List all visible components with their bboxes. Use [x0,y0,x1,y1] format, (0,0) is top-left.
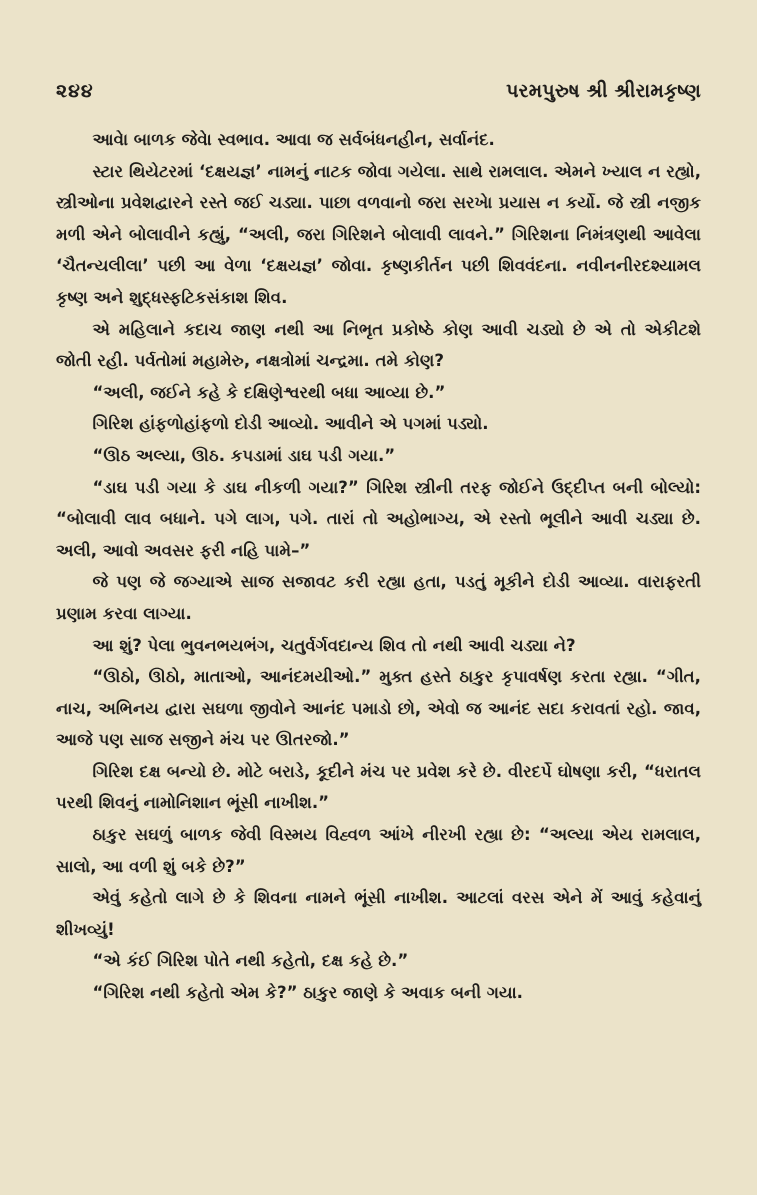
paragraph: આવેા બાળક જેવેા સ્વભાવ. આવા જ સર્વબંધનહીન, સર્વાનંદ. [92,130,495,149]
body-text [56,124,701,1009]
paragraph: “એ કંઈ ગિરિશ પોતે નથી કહેતો, દક્ષ કહે છે.” [92,951,409,971]
paragraph: એવું કહેતો લાગે છે કે શિવના નામને ભૂંસી નાખીશ. આટલાં વરસ એને મેં આવું કહેવાનું શીખવ્યું! [56,888,701,939]
paragraph: જે પણ જે જગ્યાએ સાજ સજાવટ કરી રહ્યા હતા, પડતું મૂકીને દોડી આવ્યા. વારાફરતી પ્રણામ કરવા લાગ્યા. [56,572,701,623]
paragraph: ગિરિશ હાંફળોહાંફળો દોડી આવ્યો. આવીને એ પગમાં પડ્યો. [92,414,489,434]
running-header [56,80,701,108]
paragraph: આ શું? પેલા ભુવનભયભંગ, ચતુર્વર્ગવદાન્ય શિવ તો નથી આવી ચડ્યા ને? [92,635,576,655]
paragraph: ગિરિશ દક્ષ બન્યો છે. મોટે બરાડે, કૂદીને મંચ પર પ્રવેશ કરે છે. વીરદર્પે ઘોષણા કરી, “ધરાતલ પરથી શિવનું નામોનિશાન ભૂંસી નાખીશ.” [56,761,701,813]
paragraph: “ડાઘ પડી ગયા કે ડાઘ નીકળી ગયા?” ગિરિશ સ્ત્રીની તરફ જોઈને ઉદ્દીપ્ત બની બોલ્યો: “બોલાવી લાવ બધાને. પગે લાગ, પગે. તારાં તો અહોભાગ્ય, એ રસ્તો ભૂલીને આવી ચડ્યા છે. અલી, આવો અવસર ફરી નહિ પામે–” [56,477,701,560]
paragraph: “ગિરિશ નથી કહેતો એમ કે?” ઠાકુર જાણે કે અવાક બની ગયા. [92,983,523,1003]
paragraph: ઠાકુર સઘળું બાળક જેવી વિસ્મય વિહ્વળ આંખે નીરખી રહ્યા છે: “અલ્યા એય રામલાલ, સાલો, આ વળી શું બકે છે?” [56,825,701,876]
paragraph: “ઊઠો, ઊઠો, માતાઓ, આનંદમયીઓ.” મુક્ત હસ્તે ઠાકુર કૃપાવર્ષણ કરતા રહ્યા. “ગીત, નાચ, અભિનય દ્વારા સઘળા જીવોને આનંદ પમાડો છો, એવો જ આનંદ સદા કરાવતાં રહો. જાવ, આજે પણ સાજ સજીને મંચ પર ઊતરજો.” [56,667,701,750]
page-number: ૨૪૪ [56,80,94,102]
paragraph: સ્ટાર થિયેટરમાં ‘દક્ષયજ્ઞ’ નામનું નાટક જોવા ગયેલા. સાથે રામલાલ. એમને ખ્યાલ ન રહ્યો, સ્ત્રીઓના પ્રવેશદ્વારને રસ્તે જઈ ચડ્યા. પાછા વળવાનો જરા સરખેા પ્રયાસ ન કર્યો. જે સ્ત્રી નજીક મળી એને બોલાવીને કહ્યું, “અલી, જરા ગિરિશને બોલાવી લાવને.” ગિરિશના નિમંત્રણથી આવેલા ‘ચૈતન્યલીલા’ પછી આ વેળા ‘દક્ષયજ્ઞ’ જોવા. કૃષ્ણકીર્તન પછી શિવવંદના. નવીનનીરદશ્યામલ કૃષ્ણ અને શુદ્ધસ્ફટિકસંકાશ શિવ. [56,161,701,307]
paragraph: “અલી, જઈને કહે કે દક્ષિણેશ્વરથી બધા આવ્યા છે.” [92,382,446,402]
paragraph: એ મહિલાને કદાચ જાણ નથી આ નિભૃત પ્રકોષ્ઠે કોણ આવી ચડ્યો છે એ તો એકીટશે જોતી રહી. પર્વતોમાં મહામેરુ, નક્ષત્રોમાં ચન્દ્રમા. તમે કોણ? [56,319,701,371]
book-title: પરમપુરુષ શ્રી શ્રીરામકૃષ્ણ [506,80,701,102]
paragraph: “ઊઠ અલ્યા, ઊઠ. કપડામાં ડાઘ પડી ગયા.” [92,445,396,465]
